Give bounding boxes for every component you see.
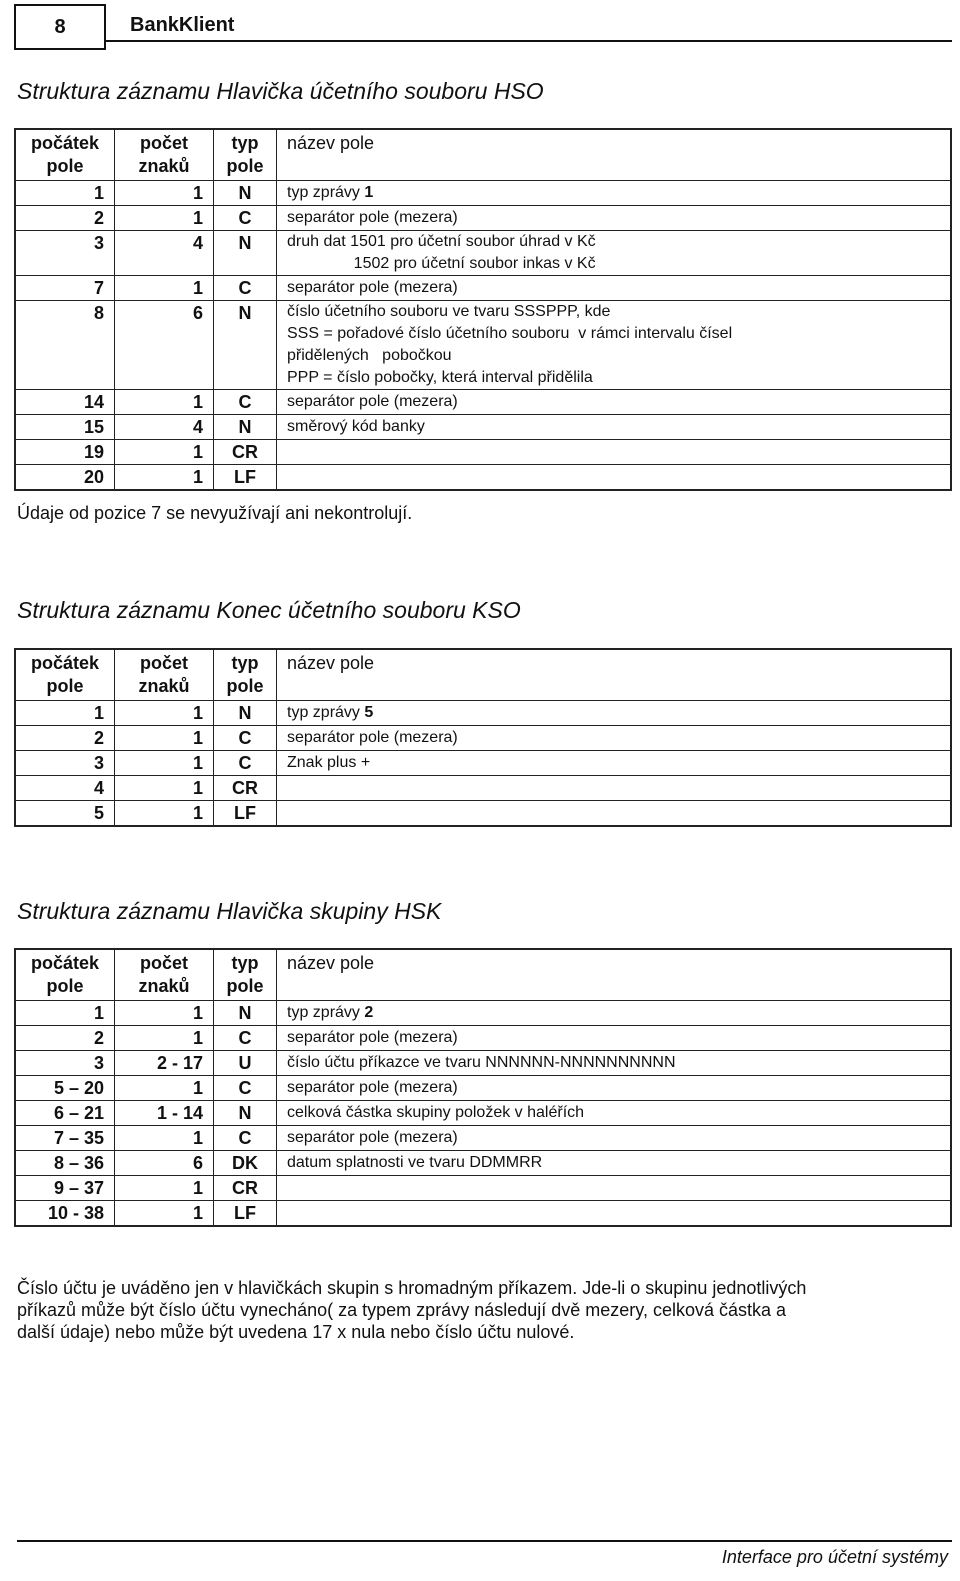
table-row: [15, 1151, 951, 1176]
cell-type: LF: [214, 801, 277, 827]
cell-name-line: PPP = číslo pobočky, která interval přidělila: [287, 369, 593, 386]
cell-count: 1: [115, 726, 214, 751]
cell-name-line: směrový kód banky: [287, 418, 425, 435]
table-row: [15, 301, 951, 390]
cell-name-line: typ zprávy 2: [287, 1004, 374, 1021]
cell-type: N: [214, 181, 277, 206]
table-row: [15, 1101, 951, 1126]
header-text: počátek: [30, 953, 100, 973]
table-row: [15, 465, 951, 491]
cell-start: 5: [15, 801, 115, 827]
cell-count: 1: [115, 801, 214, 827]
table-row: [15, 181, 951, 206]
table-kso: [14, 648, 952, 827]
table-header-row: [15, 949, 951, 1001]
cell-type: CR: [214, 440, 277, 465]
cell-name: [277, 1001, 952, 1026]
cell-name: [277, 465, 952, 491]
cell-count: 4: [115, 231, 214, 276]
table-row: [15, 1076, 951, 1101]
cell-name: [277, 440, 952, 465]
header-text: pole: [226, 676, 264, 696]
cell-count: 1: [115, 276, 214, 301]
cell-name-line: [287, 466, 940, 488]
cell-start: 2: [15, 726, 115, 751]
table-row: [15, 1001, 951, 1026]
cell-type: C: [214, 1026, 277, 1051]
cell-type: N: [214, 701, 277, 726]
cell-type: C: [214, 751, 277, 776]
header-text: počet: [139, 653, 188, 673]
cell-count: 1: [115, 751, 214, 776]
paragraph-line: další údaje) nebo může být uvedena 17 x nula nebo číslo účtu nulové.: [17, 1322, 575, 1342]
cell-count: 1: [115, 1001, 214, 1026]
header-text: pole: [46, 156, 84, 176]
cell-count: 1: [115, 1126, 214, 1151]
cell-count: 6: [115, 1151, 214, 1176]
cell-start: 20: [15, 465, 115, 491]
cell-start: 15: [15, 415, 115, 440]
column-header-count: [115, 129, 214, 181]
cell-name-line: [287, 441, 940, 463]
table-header-row: [15, 649, 951, 701]
cell-start: 7: [15, 276, 115, 301]
footer-divider: [17, 1540, 952, 1542]
cell-start: 1: [15, 701, 115, 726]
column-header-name: [277, 649, 952, 701]
cell-type: C: [214, 1076, 277, 1101]
cell-name: [277, 1176, 952, 1201]
header-divider: [106, 40, 952, 42]
cell-start: 2: [15, 206, 115, 231]
cell-name: [277, 776, 952, 801]
cell-count: 1 - 14: [115, 1101, 214, 1126]
column-header-count: [115, 649, 214, 701]
cell-name: [277, 726, 952, 751]
cell-name: [277, 415, 952, 440]
paragraph-hsk: [17, 1277, 947, 1343]
cell-start: 3: [15, 231, 115, 276]
cell-name-line: [287, 1177, 940, 1199]
cell-start: 3: [15, 751, 115, 776]
cell-name-line: [287, 1202, 940, 1224]
cell-type: DK: [214, 1151, 277, 1176]
cell-name-line: [287, 802, 940, 824]
cell-name-line: druh dat 1501 pro účetní soubor úhrad v Kč: [287, 233, 596, 250]
table-row: [15, 1051, 951, 1076]
table-row: [15, 1126, 951, 1151]
cell-start: 5 – 20: [15, 1076, 115, 1101]
cell-count: 1: [115, 206, 214, 231]
cell-type: N: [214, 301, 277, 390]
cell-start: 10 - 38: [15, 1201, 115, 1227]
header-text: znaků: [138, 976, 190, 996]
cell-type: C: [214, 1126, 277, 1151]
cell-start: 7 – 35: [15, 1126, 115, 1151]
column-header-name: [277, 129, 952, 181]
cell-count: 1: [115, 776, 214, 801]
column-header-type: [214, 649, 277, 701]
cell-name: [277, 390, 952, 415]
cell-name: [277, 181, 952, 206]
cell-start: 2: [15, 1026, 115, 1051]
cell-name-line: číslo účtu příkazce ve tvaru NNNNNN-NNNNNNNNNN: [287, 1054, 676, 1071]
header-text: název pole: [287, 953, 375, 973]
cell-count: 1: [115, 440, 214, 465]
cell-count: 2 - 17: [115, 1051, 214, 1076]
cell-count: 6: [115, 301, 214, 390]
cell-name-line: Znak plus +: [287, 754, 371, 771]
header-text: typ: [231, 133, 259, 153]
cell-start: 19: [15, 440, 115, 465]
cell-name-line: separátor pole (mezera): [287, 279, 458, 296]
cell-count: 4: [115, 415, 214, 440]
cell-name-line: separátor pole (mezera): [287, 1129, 458, 1146]
app-name: BankKlient: [130, 14, 235, 36]
cell-count: 1: [115, 465, 214, 491]
column-header-start: [15, 949, 115, 1001]
cell-name: [277, 1151, 952, 1176]
header-text: znaků: [138, 156, 190, 176]
cell-type: U: [214, 1051, 277, 1076]
cell-type: C: [214, 390, 277, 415]
cell-type: N: [214, 231, 277, 276]
table-row: [15, 1176, 951, 1201]
header-text: název pole: [287, 133, 375, 153]
column-header-start: [15, 649, 115, 701]
header-text: počet: [139, 953, 188, 973]
cell-count: 1: [115, 1201, 214, 1227]
cell-start: 9 – 37: [15, 1176, 115, 1201]
header-text: pole: [46, 976, 84, 996]
table-row: [15, 726, 951, 751]
header-text: typ: [231, 653, 259, 673]
cell-type: C: [214, 276, 277, 301]
cell-start: 6 – 21: [15, 1101, 115, 1126]
cell-name: [277, 751, 952, 776]
column-header-start: [15, 129, 115, 181]
page-number: 8: [14, 4, 106, 50]
cell-start: 8 – 36: [15, 1151, 115, 1176]
table-row: [15, 1026, 951, 1051]
table-hsk: [14, 948, 952, 1227]
cell-name: [277, 1201, 952, 1227]
cell-name: [277, 276, 952, 301]
cell-name-line: typ zprávy 5: [287, 704, 374, 721]
table-row: [15, 206, 951, 231]
cell-name: [277, 231, 952, 276]
header-text: pole: [226, 156, 264, 176]
cell-name-line: [287, 777, 940, 799]
cell-name: [277, 206, 952, 231]
cell-start: 1: [15, 181, 115, 206]
table-hso: [14, 128, 952, 491]
cell-type: CR: [214, 1176, 277, 1201]
cell-name-line: separátor pole (mezera): [287, 729, 458, 746]
section-title-hsk: Struktura záznamu Hlavička skupiny HSK: [17, 898, 442, 924]
note-hso: Údaje od pozice 7 se nevyužívají ani nekontrolují.: [17, 503, 413, 523]
cell-count: 1: [115, 390, 214, 415]
header-text: počet: [139, 133, 188, 153]
column-header-name: [277, 949, 952, 1001]
cell-name: [277, 701, 952, 726]
cell-type: LF: [214, 1201, 277, 1227]
header-text: pole: [226, 976, 264, 996]
table-row: [15, 1201, 951, 1227]
cell-name: [277, 1076, 952, 1101]
cell-name: [277, 801, 952, 827]
cell-type: N: [214, 1101, 277, 1126]
table-row: [15, 440, 951, 465]
cell-name-line: přidělených pobočkou: [287, 347, 452, 364]
cell-name: [277, 301, 952, 390]
header-text: počátek: [30, 133, 100, 153]
table-row: [15, 276, 951, 301]
cell-type: N: [214, 415, 277, 440]
header-text: pole: [46, 676, 84, 696]
footer-text: Interface pro účetní systémy: [721, 1547, 948, 1567]
table-header-row: [15, 129, 951, 181]
cell-name: [277, 1126, 952, 1151]
table-row: [15, 751, 951, 776]
cell-start: 4: [15, 776, 115, 801]
cell-start: 14: [15, 390, 115, 415]
table-row: [15, 801, 951, 827]
cell-name-line: separátor pole (mezera): [287, 209, 458, 226]
cell-type: C: [214, 726, 277, 751]
cell-type: LF: [214, 465, 277, 491]
cell-type: C: [214, 206, 277, 231]
cell-name: [277, 1101, 952, 1126]
cell-count: 1: [115, 181, 214, 206]
cell-name-line: separátor pole (mezera): [287, 393, 458, 410]
paragraph-line: Číslo účtu je uváděno jen v hlavičkách skupin s hromadným příkazem. Jde-li o skupinu jednotlivých: [17, 1278, 807, 1298]
table-row: [15, 415, 951, 440]
cell-count: 1: [115, 1076, 214, 1101]
cell-name-line: datum splatnosti ve tvaru DDMMRR: [287, 1154, 543, 1171]
table-row: [15, 701, 951, 726]
cell-start: 1: [15, 1001, 115, 1026]
cell-name-line: celková částka skupiny položek v haléřích: [287, 1104, 585, 1121]
cell-type: CR: [214, 776, 277, 801]
header-text: znaků: [138, 676, 190, 696]
table-row: [15, 390, 951, 415]
column-header-count: [115, 949, 214, 1001]
cell-name-line: číslo účetního souboru ve tvaru SSSPPP, kde: [287, 303, 611, 320]
paragraph-line: příkazů může být číslo účtu vynecháno( za typem zprávy následují dvě mezery, celková částka a: [17, 1300, 787, 1320]
cell-name-line: separátor pole (mezera): [287, 1079, 458, 1096]
column-header-type: [214, 949, 277, 1001]
header-text: počátek: [30, 653, 100, 673]
column-header-type: [214, 129, 277, 181]
section-title-hso: Struktura záznamu Hlavička účetního souboru HSO: [17, 78, 544, 104]
table-row: [15, 231, 951, 276]
cell-type: N: [214, 1001, 277, 1026]
cell-name: [277, 1051, 952, 1076]
cell-name-line: typ zprávy 1: [287, 184, 374, 201]
cell-name-line: 1502 pro účetní soubor inkas v Kč: [287, 255, 596, 272]
cell-name-line: separátor pole (mezera): [287, 1029, 458, 1046]
cell-count: 1: [115, 701, 214, 726]
table-row: [15, 776, 951, 801]
cell-start: 8: [15, 301, 115, 390]
cell-count: 1: [115, 1026, 214, 1051]
cell-start: 3: [15, 1051, 115, 1076]
header-text: název pole: [287, 653, 375, 673]
cell-count: 1: [115, 1176, 214, 1201]
cell-name: [277, 1026, 952, 1051]
section-title-kso: Struktura záznamu Konec účetního souboru KSO: [17, 597, 521, 623]
header-text: typ: [231, 953, 259, 973]
cell-name-line: SSS = pořadové číslo účetního souboru v rámci intervalu čísel: [287, 325, 733, 342]
